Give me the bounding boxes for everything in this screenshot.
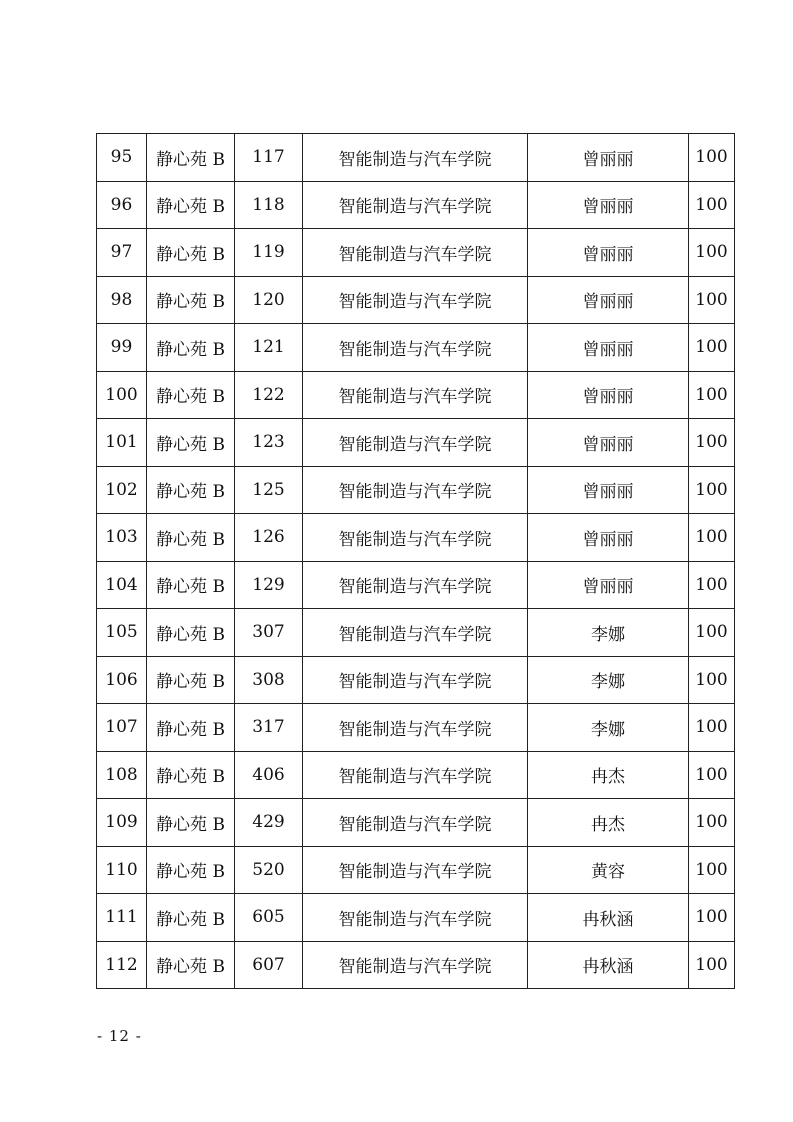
row-number-cell: 98 — [97, 276, 147, 324]
college-cell: 智能制造与汽车学院 — [303, 466, 528, 514]
row-number-cell: 99 — [97, 324, 147, 372]
college-cell: 智能制造与汽车学院 — [303, 276, 528, 324]
college-cell: 智能制造与汽车学院 — [303, 134, 528, 182]
row-number-cell: 105 — [97, 609, 147, 657]
page-number: - 12 - — [97, 1027, 142, 1045]
table-row — [97, 419, 735, 467]
score-cell: 100 — [689, 846, 735, 894]
building-cell: 静心苑 B — [147, 846, 235, 894]
building-cell: 静心苑 B — [147, 134, 235, 182]
counselor-name-cell: 冉杰 — [528, 799, 689, 847]
building-cell: 静心苑 B — [147, 894, 235, 942]
college-cell: 智能制造与汽车学院 — [303, 704, 528, 752]
score-cell: 100 — [689, 181, 735, 229]
building-cell: 静心苑 B — [147, 751, 235, 799]
table-row — [97, 181, 735, 229]
room-number-cell: 317 — [235, 704, 303, 752]
room-number-cell: 122 — [235, 371, 303, 419]
score-cell: 100 — [689, 276, 735, 324]
row-number-cell: 107 — [97, 704, 147, 752]
table-row — [97, 751, 735, 799]
college-cell: 智能制造与汽车学院 — [303, 656, 528, 704]
building-cell: 静心苑 B — [147, 466, 235, 514]
room-number-cell: 129 — [235, 561, 303, 609]
room-number-cell: 308 — [235, 656, 303, 704]
college-cell: 智能制造与汽车学院 — [303, 371, 528, 419]
counselor-name-cell: 冉秋涵 — [528, 894, 689, 942]
score-cell: 100 — [689, 466, 735, 514]
room-number-cell: 307 — [235, 609, 303, 657]
building-cell: 静心苑 B — [147, 371, 235, 419]
counselor-name-cell: 曾丽丽 — [528, 276, 689, 324]
college-cell: 智能制造与汽车学院 — [303, 419, 528, 467]
counselor-name-cell: 冉秋涵 — [528, 941, 689, 989]
college-cell: 智能制造与汽车学院 — [303, 894, 528, 942]
college-cell: 智能制造与汽车学院 — [303, 846, 528, 894]
table-row — [97, 514, 735, 562]
room-number-cell: 121 — [235, 324, 303, 372]
table-row — [97, 894, 735, 942]
counselor-name-cell: 曾丽丽 — [528, 324, 689, 372]
college-cell: 智能制造与汽车学院 — [303, 751, 528, 799]
room-number-cell: 120 — [235, 276, 303, 324]
table-row — [97, 609, 735, 657]
row-number-cell: 95 — [97, 134, 147, 182]
table-row — [97, 846, 735, 894]
building-cell: 静心苑 B — [147, 656, 235, 704]
college-cell: 智能制造与汽车学院 — [303, 181, 528, 229]
counselor-name-cell: 曾丽丽 — [528, 514, 689, 562]
row-number-cell: 109 — [97, 799, 147, 847]
table-row — [97, 324, 735, 372]
table-row — [97, 371, 735, 419]
score-cell: 100 — [689, 894, 735, 942]
score-cell: 100 — [689, 704, 735, 752]
room-number-cell: 119 — [235, 229, 303, 277]
score-cell: 100 — [689, 229, 735, 277]
score-cell: 100 — [689, 561, 735, 609]
row-number-cell: 100 — [97, 371, 147, 419]
row-number-cell: 104 — [97, 561, 147, 609]
table-row — [97, 799, 735, 847]
counselor-name-cell: 曾丽丽 — [528, 419, 689, 467]
counselor-name-cell: 曾丽丽 — [528, 134, 689, 182]
score-cell: 100 — [689, 514, 735, 562]
score-cell: 100 — [689, 799, 735, 847]
row-number-cell: 112 — [97, 941, 147, 989]
building-cell: 静心苑 B — [147, 324, 235, 372]
table-row — [97, 466, 735, 514]
counselor-name-cell: 李娜 — [528, 704, 689, 752]
table-row — [97, 276, 735, 324]
table-row — [97, 941, 735, 989]
building-cell: 静心苑 B — [147, 704, 235, 752]
college-cell: 智能制造与汽车学院 — [303, 514, 528, 562]
counselor-name-cell: 曾丽丽 — [528, 181, 689, 229]
room-number-cell: 607 — [235, 941, 303, 989]
counselor-name-cell: 曾丽丽 — [528, 561, 689, 609]
row-number-cell: 96 — [97, 181, 147, 229]
counselor-name-cell: 黄容 — [528, 846, 689, 894]
college-cell: 智能制造与汽车学院 — [303, 229, 528, 277]
row-number-cell: 101 — [97, 419, 147, 467]
room-number-cell: 520 — [235, 846, 303, 894]
table-row — [97, 134, 735, 182]
row-number-cell: 110 — [97, 846, 147, 894]
room-number-cell: 429 — [235, 799, 303, 847]
college-cell: 智能制造与汽车学院 — [303, 324, 528, 372]
building-cell: 静心苑 B — [147, 276, 235, 324]
building-cell: 静心苑 B — [147, 799, 235, 847]
row-number-cell: 103 — [97, 514, 147, 562]
room-number-cell: 605 — [235, 894, 303, 942]
room-number-cell: 406 — [235, 751, 303, 799]
counselor-name-cell: 曾丽丽 — [528, 466, 689, 514]
dormitory-score-table — [96, 133, 735, 989]
table-body — [97, 134, 735, 989]
college-cell: 智能制造与汽车学院 — [303, 799, 528, 847]
counselor-name-cell: 李娜 — [528, 609, 689, 657]
room-number-cell: 117 — [235, 134, 303, 182]
college-cell: 智能制造与汽车学院 — [303, 561, 528, 609]
college-cell: 智能制造与汽车学院 — [303, 941, 528, 989]
score-cell: 100 — [689, 941, 735, 989]
counselor-name-cell: 曾丽丽 — [528, 371, 689, 419]
room-number-cell: 126 — [235, 514, 303, 562]
building-cell: 静心苑 B — [147, 609, 235, 657]
row-number-cell: 111 — [97, 894, 147, 942]
building-cell: 静心苑 B — [147, 561, 235, 609]
building-cell: 静心苑 B — [147, 181, 235, 229]
row-number-cell: 102 — [97, 466, 147, 514]
building-cell: 静心苑 B — [147, 514, 235, 562]
score-cell: 100 — [689, 419, 735, 467]
score-cell: 100 — [689, 324, 735, 372]
counselor-name-cell: 冉杰 — [528, 751, 689, 799]
counselor-name-cell: 李娜 — [528, 656, 689, 704]
room-number-cell: 123 — [235, 419, 303, 467]
row-number-cell: 108 — [97, 751, 147, 799]
score-cell: 100 — [689, 609, 735, 657]
college-cell: 智能制造与汽车学院 — [303, 609, 528, 657]
building-cell: 静心苑 B — [147, 419, 235, 467]
table-row — [97, 704, 735, 752]
row-number-cell: 106 — [97, 656, 147, 704]
score-cell: 100 — [689, 134, 735, 182]
table-row — [97, 229, 735, 277]
building-cell: 静心苑 B — [147, 941, 235, 989]
building-cell: 静心苑 B — [147, 229, 235, 277]
table-row — [97, 561, 735, 609]
score-cell: 100 — [689, 656, 735, 704]
row-number-cell: 97 — [97, 229, 147, 277]
room-number-cell: 118 — [235, 181, 303, 229]
score-cell: 100 — [689, 751, 735, 799]
table-row — [97, 656, 735, 704]
room-number-cell: 125 — [235, 466, 303, 514]
counselor-name-cell: 曾丽丽 — [528, 229, 689, 277]
score-cell: 100 — [689, 371, 735, 419]
